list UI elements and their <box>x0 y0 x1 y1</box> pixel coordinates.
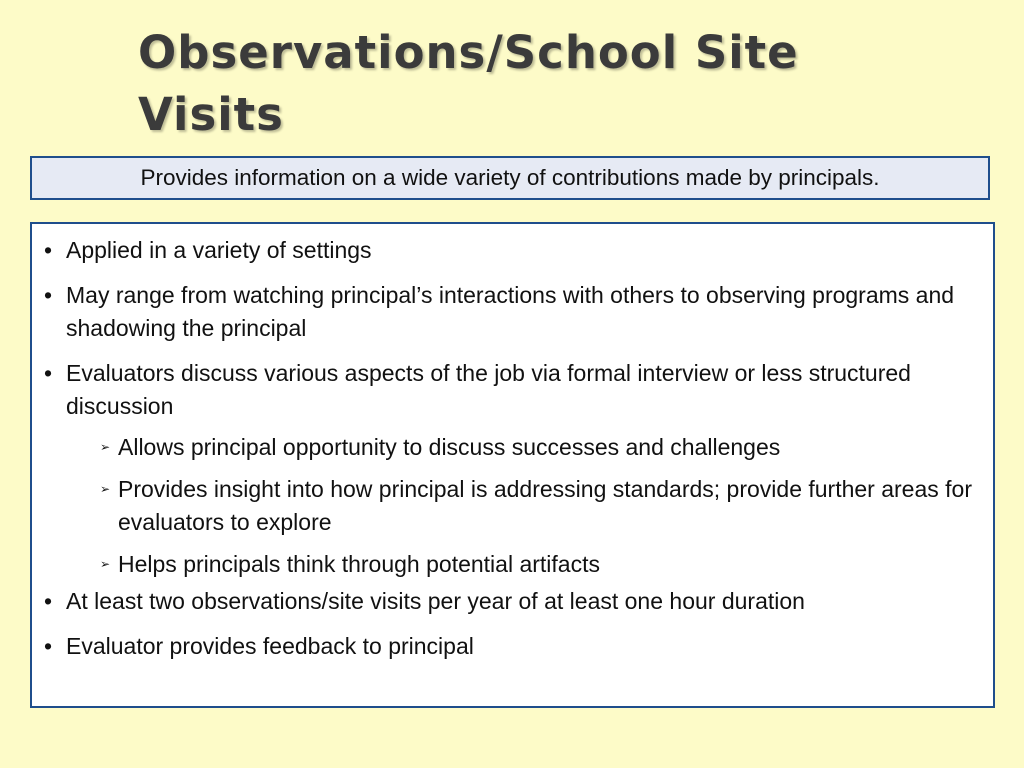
bullet-text: Applied in a variety of settings <box>66 237 372 263</box>
arrow-bullet-icon: ➢ <box>100 440 111 454</box>
bullet-item <box>44 357 981 423</box>
bullet-item <box>44 585 981 618</box>
sub-bullet-text: Provides insight into how principal is addressing standards; provide further areas for evaluators to explore <box>118 476 972 535</box>
bullet-text: At least two observations/site visits per year of at least one hour duration <box>66 588 805 614</box>
sub-bullet-item <box>44 431 981 464</box>
subtitle-text: Provides information on a wide variety of contributions made by principals. <box>140 165 880 190</box>
bullet-marker: • <box>44 360 53 386</box>
bullet-item <box>44 279 981 345</box>
bullet-text: Evaluator provides feedback to principal <box>66 633 474 659</box>
subtitle-box <box>30 156 990 200</box>
sub-bullet-text: Allows principal opportunity to discuss successes and challenges <box>118 434 781 460</box>
bullet-marker: • <box>44 633 53 659</box>
sub-bullet-text: Helps principals think through potential artifacts <box>118 551 600 577</box>
bullet-item <box>44 234 981 267</box>
slide-title: Observations/School Site Visits <box>138 26 799 141</box>
bullet-marker: • <box>44 588 53 614</box>
sub-bullet-item <box>44 548 981 581</box>
sub-bullet-item <box>44 473 981 539</box>
bullet-text: Evaluators discuss various aspects of the job via formal interview or less structured discussion <box>66 360 911 419</box>
bullet-item <box>44 630 981 663</box>
bullet-text: May range from watching principal’s interactions with others to observing programs and shadowing the principal <box>66 282 955 341</box>
content-box <box>30 222 995 708</box>
arrow-bullet-icon: ➢ <box>100 482 111 496</box>
bullet-marker: • <box>44 237 53 263</box>
bullet-marker: • <box>44 282 53 308</box>
arrow-bullet-icon: ➢ <box>100 557 111 571</box>
